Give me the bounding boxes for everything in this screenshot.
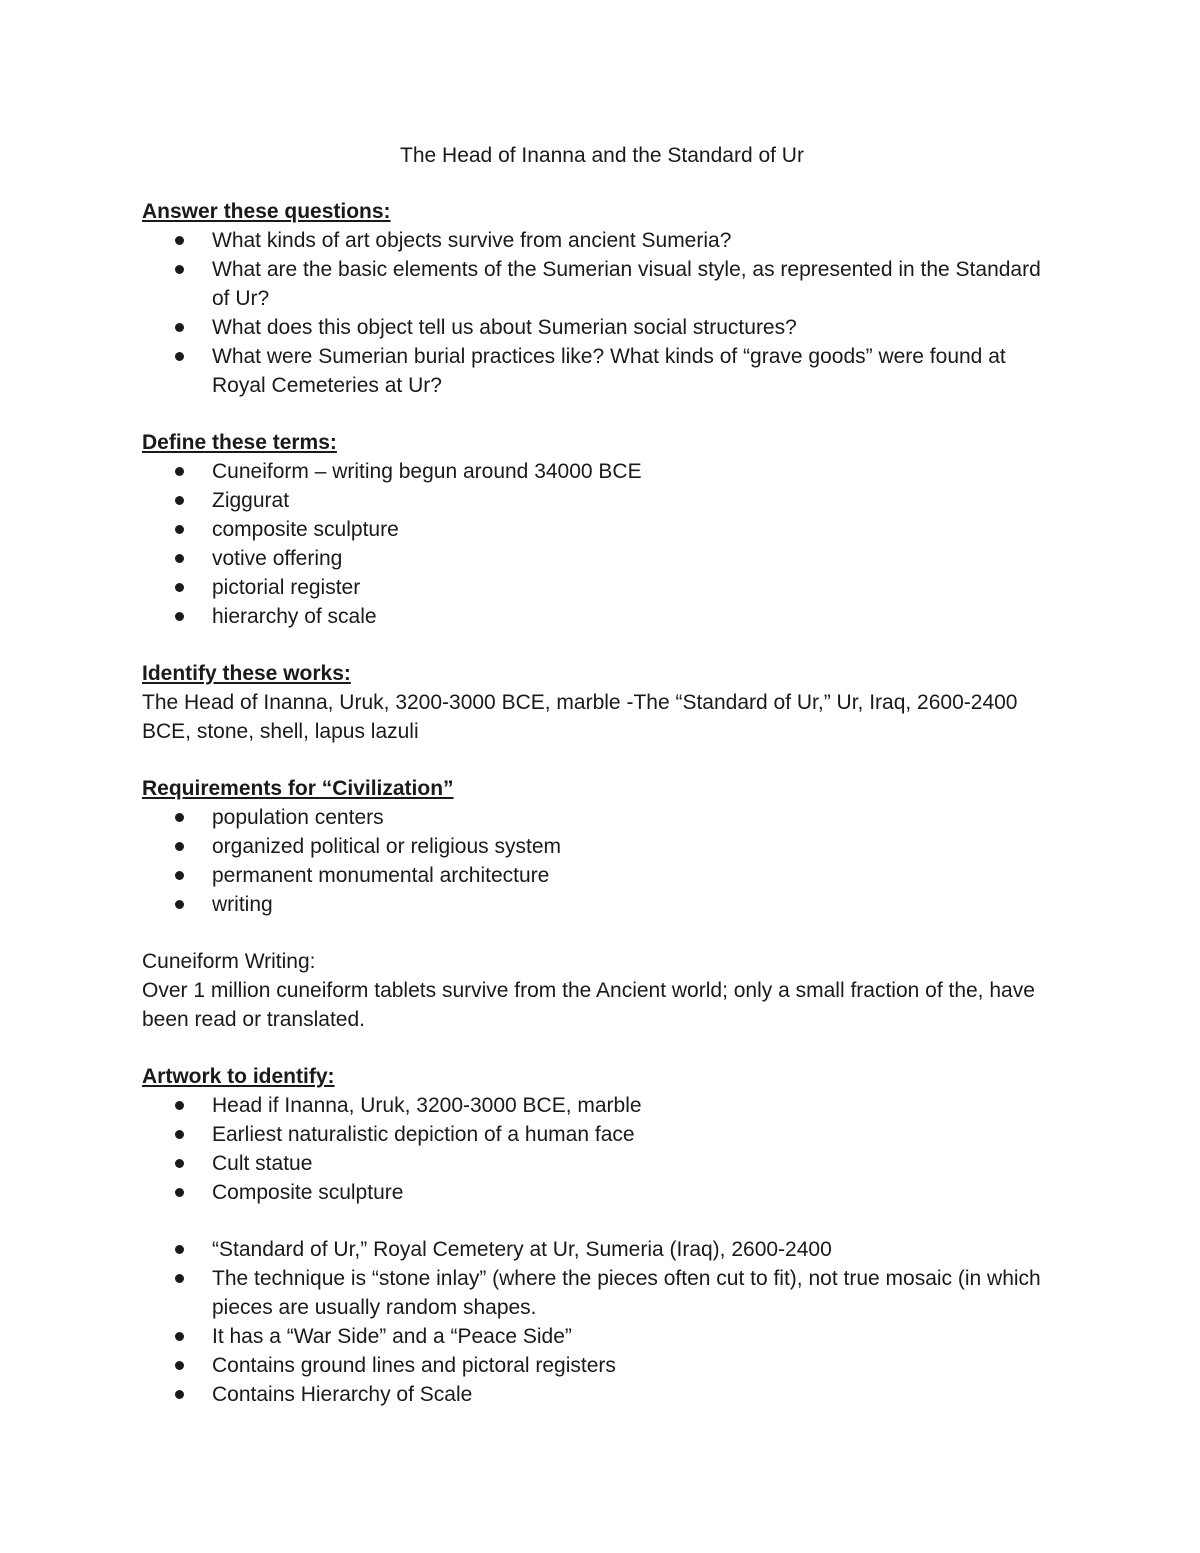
questions-list bbox=[142, 226, 1062, 400]
bullet-icon bbox=[175, 496, 184, 505]
artwork-list-inanna bbox=[142, 1091, 1062, 1207]
bullet-icon bbox=[175, 1245, 184, 1254]
cuneiform-heading: Cuneiform Writing: bbox=[142, 950, 316, 973]
list-item: Contains ground lines and pictoral registers bbox=[142, 1351, 1062, 1380]
identify-text: The Head of Inanna, Uruk, 3200-3000 BCE, marble -The “Standard of Ur,” Ur, Iraq, 2600-2400 BCE, stone, shell, lapus lazuli bbox=[142, 691, 1018, 743]
list-item: What were Sumerian burial practices like? What kinds of “grave goods” were found at Royal Cemeteries at Ur? bbox=[142, 342, 1062, 400]
list-item: Head if Inanna, Uruk, 3200-3000 BCE, marble bbox=[142, 1091, 1062, 1120]
bullet-icon bbox=[175, 1188, 184, 1197]
questions-heading: Answer these questions: bbox=[142, 200, 391, 223]
bullet-icon bbox=[175, 236, 184, 245]
list-item: Cult statue bbox=[142, 1149, 1062, 1178]
list-item: “Standard of Ur,” Royal Cemetery at Ur, Sumeria (Iraq), 2600-2400 bbox=[142, 1235, 1062, 1264]
list-item: writing bbox=[142, 890, 1062, 919]
bullet-icon bbox=[175, 525, 184, 534]
bullet-icon bbox=[175, 900, 184, 909]
bullet-icon bbox=[175, 1361, 184, 1370]
list-item: Ziggurat bbox=[142, 486, 1062, 515]
requirements-list bbox=[142, 803, 1062, 919]
bullet-icon bbox=[175, 871, 184, 880]
bullet-icon bbox=[175, 323, 184, 332]
terms-heading: Define these terms: bbox=[142, 431, 337, 454]
bullet-icon bbox=[175, 1101, 184, 1110]
list-item: permanent monumental architecture bbox=[142, 861, 1062, 890]
identify-heading: Identify these works: bbox=[142, 662, 351, 685]
bullet-icon bbox=[175, 813, 184, 822]
bullet-icon bbox=[175, 842, 184, 851]
artwork-heading: Artwork to identify: bbox=[142, 1065, 335, 1088]
list-item: composite sculpture bbox=[142, 515, 1062, 544]
list-item: The technique is “stone inlay” (where the pieces often cut to fit), not true mosaic (in which pieces are usually random shapes. bbox=[142, 1264, 1062, 1322]
artwork-list-standard bbox=[142, 1235, 1062, 1409]
bullet-icon bbox=[175, 583, 184, 592]
bullet-icon bbox=[175, 1332, 184, 1341]
list-item: pictorial register bbox=[142, 573, 1062, 602]
list-item: organized political or religious system bbox=[142, 832, 1062, 861]
list-item: What does this object tell us about Sumerian social structures? bbox=[142, 313, 1062, 342]
terms-list bbox=[142, 457, 1062, 631]
list-item: Earliest naturalistic depiction of a human face bbox=[142, 1120, 1062, 1149]
bullet-icon bbox=[175, 265, 184, 274]
list-item: votive offering bbox=[142, 544, 1062, 573]
list-item: Cuneiform – writing begun around 34000 BCE bbox=[142, 457, 1062, 486]
list-item: population centers bbox=[142, 803, 1062, 832]
document-title: The Head of Inanna and the Standard of Ur bbox=[400, 144, 804, 167]
document-page bbox=[142, 141, 1062, 1409]
bullet-icon bbox=[175, 554, 184, 563]
list-item: What kinds of art objects survive from ancient Sumeria? bbox=[142, 226, 1062, 255]
bullet-icon bbox=[175, 1274, 184, 1283]
list-item: Contains Hierarchy of Scale bbox=[142, 1380, 1062, 1409]
bullet-icon bbox=[175, 1390, 184, 1399]
bullet-icon bbox=[175, 1159, 184, 1168]
cuneiform-text: Over 1 million cuneiform tablets survive from the Ancient world; only a small fraction of the, have been read or translated. bbox=[142, 979, 1035, 1031]
requirements-heading: Requirements for “Civilization” bbox=[142, 777, 454, 800]
list-item: What are the basic elements of the Sumerian visual style, as represented in the Standard of Ur? bbox=[142, 255, 1062, 313]
bullet-icon bbox=[175, 612, 184, 621]
list-item: Composite sculpture bbox=[142, 1178, 1062, 1207]
bullet-icon bbox=[175, 467, 184, 476]
bullet-icon bbox=[175, 1130, 184, 1139]
list-item: hierarchy of scale bbox=[142, 602, 1062, 631]
bullet-icon bbox=[175, 352, 184, 361]
list-item: It has a “War Side” and a “Peace Side” bbox=[142, 1322, 1062, 1351]
